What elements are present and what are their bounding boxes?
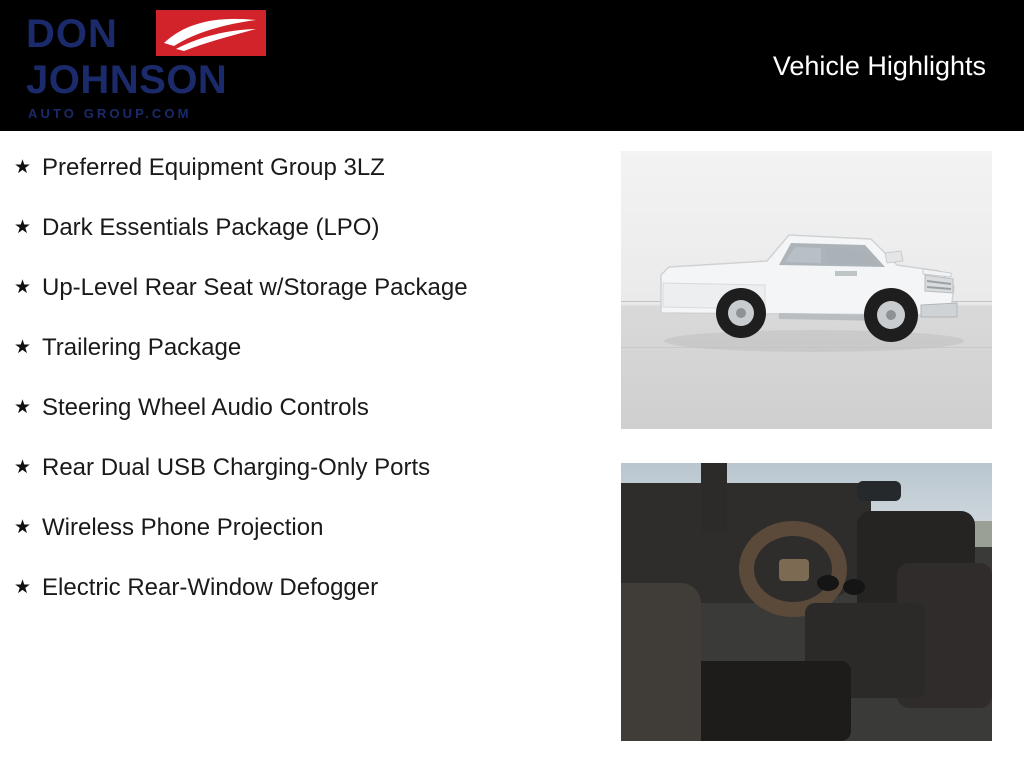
list-item [0, 451, 600, 485]
list-item [0, 391, 600, 425]
vehicle-highlights-list [0, 131, 600, 631]
logo-text-johnson: JOHNSON [26, 58, 228, 102]
rearview-mirror [857, 481, 901, 501]
list-item-label: Dark Essentials Package (LPO) [42, 214, 380, 241]
star-icon: ★ [14, 577, 32, 598]
logo-swoosh-icon [156, 10, 266, 56]
star-icon: ★ [14, 217, 32, 238]
star-icon: ★ [14, 517, 32, 538]
truck-illustration [639, 209, 974, 369]
cup-holder [843, 579, 865, 595]
a-pillar [701, 463, 727, 533]
list-item [0, 511, 600, 545]
list-item [0, 151, 600, 185]
cup-holder [817, 575, 839, 591]
list-item [0, 571, 600, 605]
list-item-label: Steering Wheel Audio Controls [42, 394, 369, 421]
star-icon: ★ [14, 277, 32, 298]
star-icon: ★ [14, 337, 32, 358]
dealer-logo [26, 8, 266, 126]
list-item-label: Wireless Phone Projection [42, 514, 324, 541]
list-item-label: Electric Rear-Window Defogger [42, 574, 379, 601]
star-icon: ★ [14, 457, 32, 478]
logo-text-autogroup: AUTO GROUP.COM [28, 106, 192, 121]
star-icon: ★ [14, 397, 32, 418]
page-header [0, 0, 1024, 131]
star-icon: ★ [14, 157, 32, 178]
list-item [0, 331, 600, 365]
steering-wheel-hub [779, 559, 809, 581]
list-item [0, 271, 600, 305]
list-item-label: Up-Level Rear Seat w/Storage Package [42, 274, 468, 301]
page-title: Vehicle Highlights [772, 51, 986, 81]
interior-front-seats-photo [621, 463, 992, 741]
exterior-front-three-quarter-photo [621, 151, 992, 429]
list-item-label: Rear Dual USB Charging-Only Ports [42, 454, 431, 481]
driver-door-panel [621, 583, 701, 741]
list-item-label: Preferred Equipment Group 3LZ [42, 154, 385, 181]
list-item-label: Trailering Package [42, 334, 242, 361]
logo-text-don: DON [26, 12, 118, 56]
list-item [0, 211, 600, 245]
